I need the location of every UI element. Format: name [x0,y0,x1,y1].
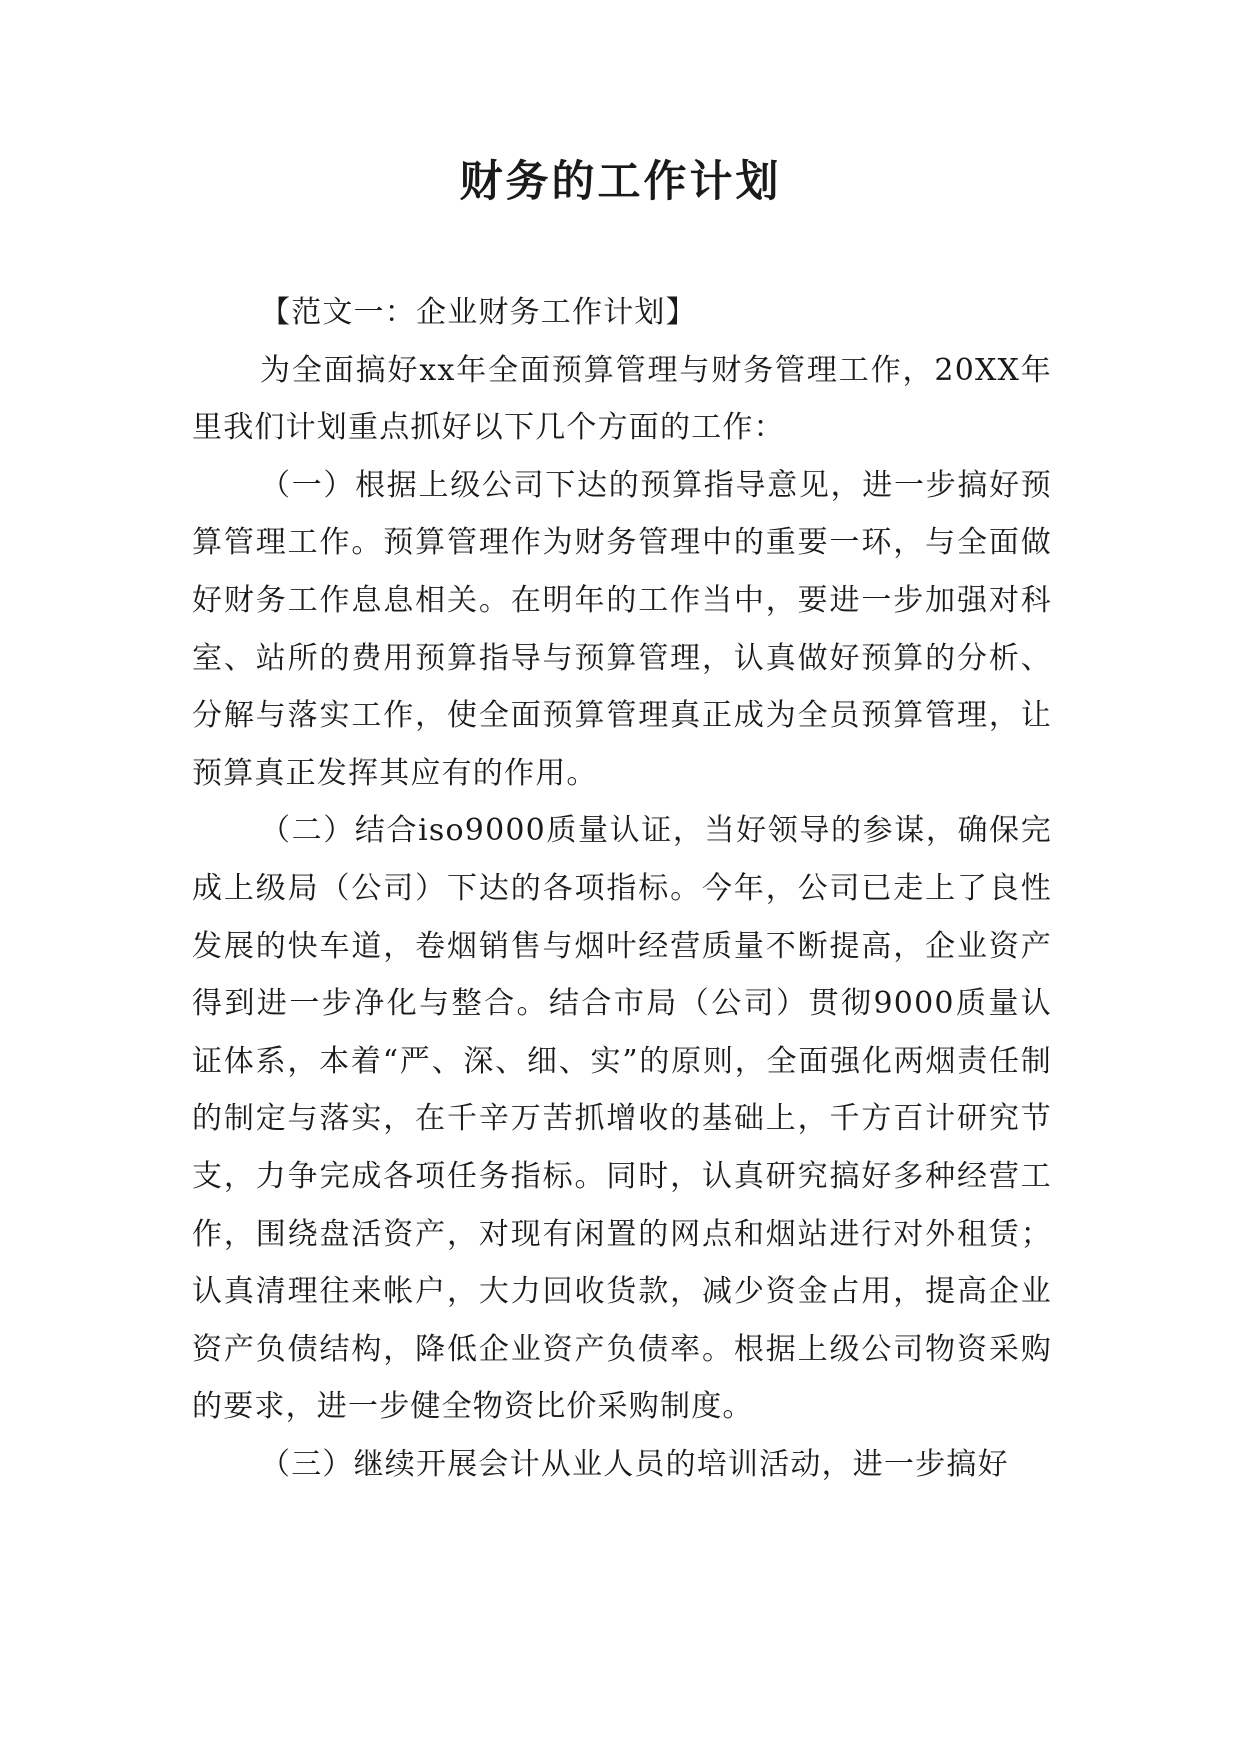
paragraph-item-3: （三）继续开展会计从业人员的培训活动，进一步搞好 [260,1446,1009,1482]
document-title: 财务的工作计划 [459,157,782,207]
section-heading: 【范文一：企业财务工作计划】 [260,295,697,330]
paragraph-item-2: （二）结合iso9000质量认证，当好领导的参谋，确保完成上级局（公司）下达的各项指标。今年，公司已走上了良性发展的快车道，卷烟销售与烟叶经营质量不断提高，企业资产得到进一步净化与整合。结合市局（公司）贯彻9000质量认证体系，本着“严、深、细、实”的原则，全面强化两烟责任制的制定与落实，在千辛万苦抓增收的基础上，千方百计研究节支，力争完成各项任务指标。同时，认真研究搞好多种经营工作，围绕盘活资产，对现有闲置的网点和烟站进行对外租赁；认真清理往来帐户，大力回收货款，减少资金占用，提高企业资产负债结构，降低企业资产负债率。根据上级公司物资采购的要求，进一步健全物资比价采购制度。 [192,813,1052,1425]
document-body [192,284,1052,1493]
paragraph-item-1: （一）根据上级公司下达的预算指导意见，进一步搞好预算管理工作。预算管理作为财务管理中的重要一环，与全面做好财务工作息息相关。在明年的工作当中，要进一步加强对科室、站所的费用预算指导与预算管理，认真做好预算的分析、分解与落实工作，使全面预算管理真正成为全员预算管理，让预算真正发挥其应有的作用。 [192,467,1052,791]
paragraph-intro: 为全面搞好xx年全面预算管理与财务管理工作，20XX年里我们计划重点抓好以下几个方面的工作： [192,352,1052,446]
